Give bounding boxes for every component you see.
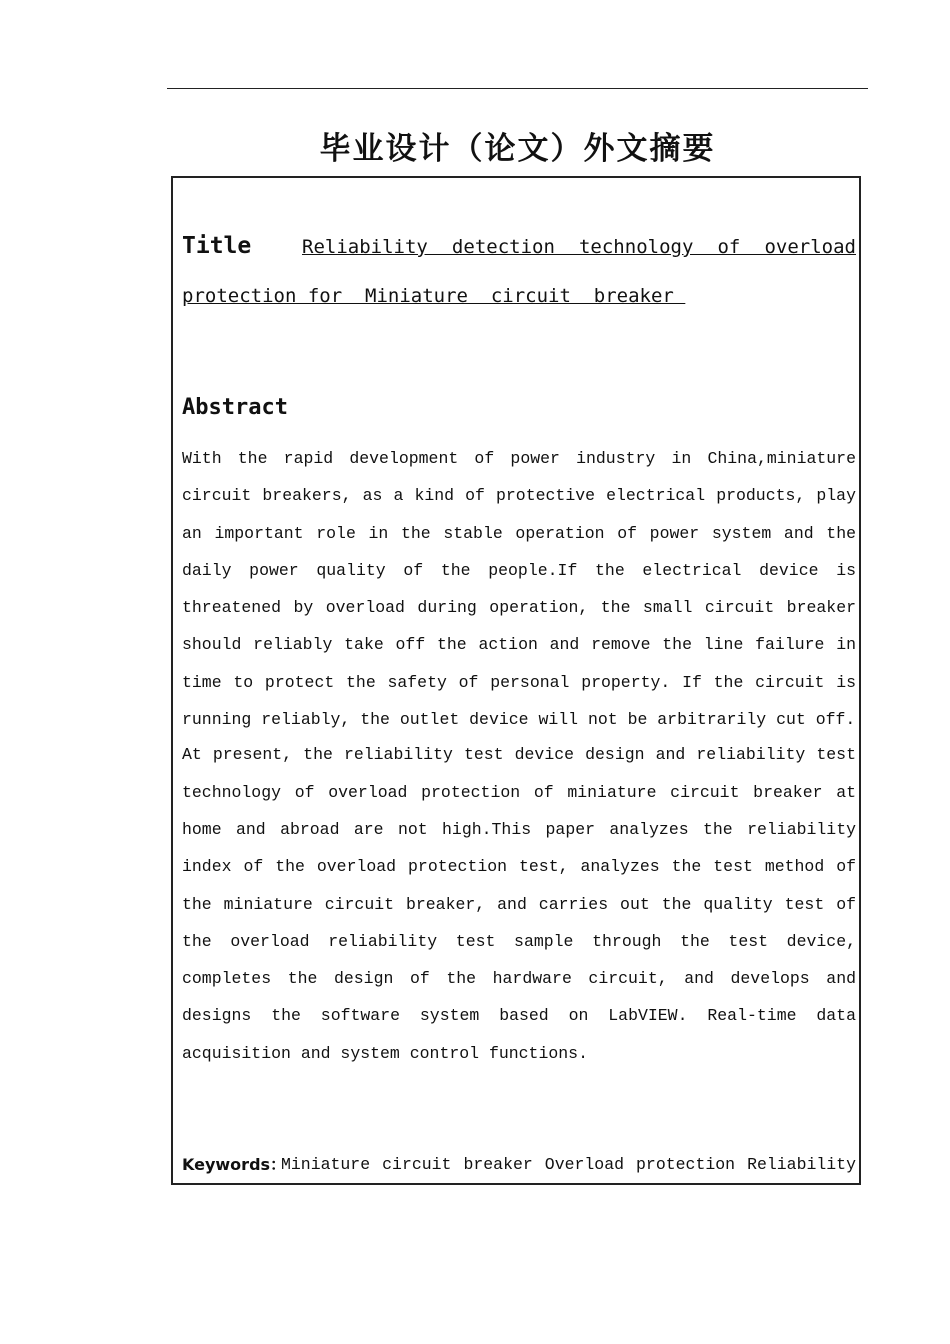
abstract-paragraph: At present, the reliability test device design and reliability test technology of overload protection of miniature circuit breaker at home and abroad are not high.This paper analyzes the reliability index of the overload protection test, analyzes the test method of the miniature circuit breaker, and carries out the quality test of the overload reliability test sample through the test device, completes the design of the hardware circuit, and develops and designs the software system based on LabVIEW. Real-time data acquisition and system control functions.: [182, 745, 856, 1063]
keywords-label: Keywords：: [182, 1155, 287, 1174]
page-heading: 毕业设计（论文）外文摘要: [319, 131, 716, 167]
keywords-values: Miniature circuit breaker Overload protection Reliability: [281, 1155, 856, 1174]
abstract-box: [171, 176, 861, 1185]
keywords-row: [182, 1148, 856, 1183]
abstract-paragraph: With the rapid development of power industry in China,miniature circuit breakers, as a kind of protective electrical products, play an important role in the stable operation of power system and the daily power quality of the people.If the electrical device is threatened by overload during operation, the small circuit breaker should reliably take off the action and remove the line failure in time to protect the safety of personal property. If the circuit is running reliably, the outlet device will not be arbitrarily cut off.: [182, 449, 856, 730]
abstract-body: [182, 440, 856, 1072]
abstract-heading: Abstract: [182, 395, 288, 420]
title-text-line-2: protection for Miniature circuit breaker: [182, 285, 686, 307]
title-text-line-1: Reliability detection technology of overload: [302, 236, 856, 258]
header-rule: [167, 88, 868, 89]
title-label: Title: [182, 233, 252, 259]
